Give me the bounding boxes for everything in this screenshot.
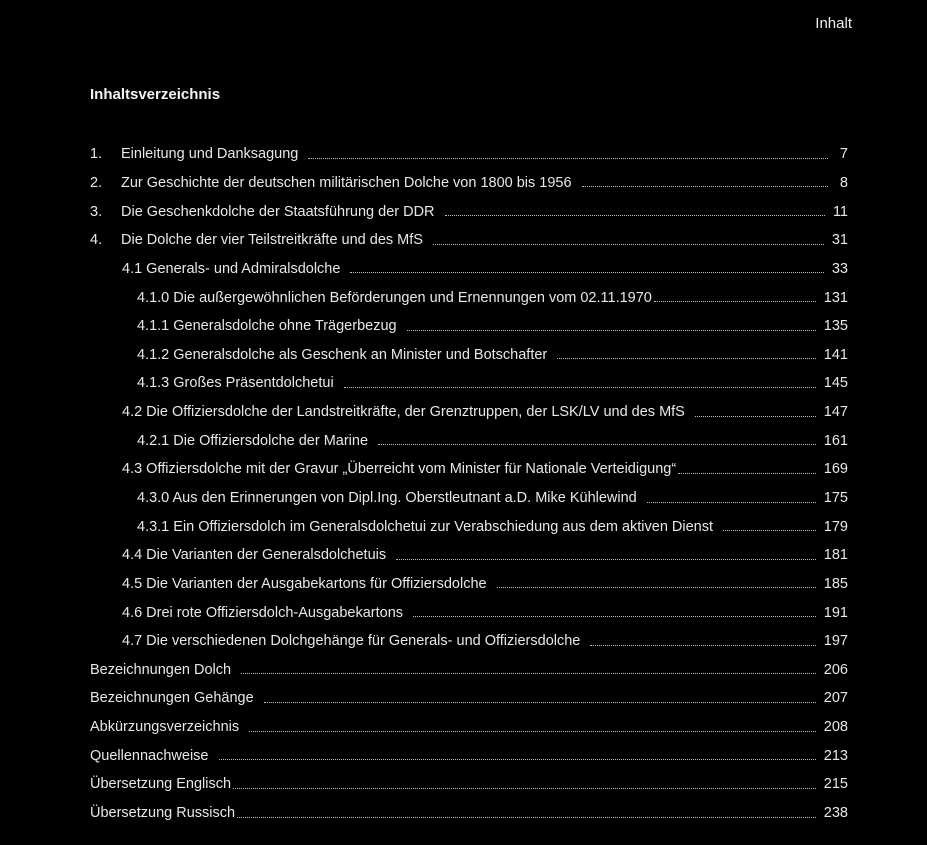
toc-entry[interactable] — [90, 283, 848, 312]
toc-entry[interactable] — [90, 713, 848, 742]
toc-entry-number: 1. — [90, 146, 103, 163]
dot-leader — [237, 817, 816, 818]
toc-entry[interactable] — [90, 398, 848, 427]
toc-entry[interactable] — [90, 140, 848, 169]
toc-entry[interactable] — [90, 169, 848, 198]
toc-entry-label: Quellennachweise — [90, 747, 209, 764]
dot-leader — [678, 473, 816, 474]
toc-entry-label: 4.6 Drei rote Offiziersdolch-Ausgabekartons — [122, 604, 404, 621]
toc-entry-label: 4.5 Die Varianten der Ausgabekartons für Offiziersdolche — [122, 575, 487, 592]
toc-entry-page: 8 — [839, 174, 848, 191]
dot-leader — [308, 158, 828, 159]
toc-entry[interactable] — [90, 684, 848, 713]
toc-entry-page: 147 — [823, 404, 848, 421]
toc-entry[interactable] — [90, 455, 848, 484]
toc-entry[interactable] — [90, 541, 848, 570]
dot-leader — [590, 645, 815, 646]
toc-entry-label: Zur Geschichte der deutschen militärischen Dolche von 1800 bis 1956 — [121, 174, 572, 191]
dot-leader — [445, 215, 825, 216]
dot-leader — [433, 244, 824, 245]
toc-entry-page: 208 — [823, 719, 848, 736]
toc-entry-label: 4.1 Generals- und Admiralsdolche — [122, 260, 341, 277]
dot-leader — [264, 702, 816, 703]
toc-entry[interactable] — [90, 426, 848, 455]
toc-entry[interactable] — [90, 197, 848, 226]
toc-entry-page: 185 — [823, 575, 848, 592]
toc-entry[interactable] — [90, 741, 848, 770]
dot-leader — [497, 587, 816, 588]
toc-entry-label: Die Dolche der vier Teilstreitkräfte und des MfS — [121, 232, 423, 249]
toc-entry[interactable] — [90, 312, 848, 341]
toc-entry-number: 2. — [90, 174, 103, 191]
toc-entry[interactable] — [90, 598, 848, 627]
toc-entry-page: 175 — [823, 490, 848, 506]
toc-entry-page: 33 — [831, 260, 848, 277]
toc-entry-page: 213 — [823, 747, 848, 764]
toc-entry-page: 145 — [823, 375, 848, 392]
toc-entry-label: 4.7 Die verschiedenen Dolchgehänge für Generals- und Offiziersdolche — [122, 633, 581, 650]
toc-entry[interactable] — [90, 484, 848, 513]
toc-entry-page: 215 — [823, 776, 848, 793]
toc-entry[interactable] — [90, 799, 848, 828]
toc-entry[interactable] — [90, 656, 848, 685]
toc-title: Inhaltsverzeichnis — [90, 86, 221, 103]
dot-leader — [723, 530, 816, 531]
toc-entry-page: 161 — [823, 432, 848, 449]
dot-leader — [647, 502, 816, 503]
dot-leader — [407, 330, 816, 331]
toc-entry-page: 238 — [823, 805, 848, 822]
toc-entry-number: 3. — [90, 203, 103, 220]
toc-entry-label: 4.1.0 Die außergewöhnlichen Beförderungen und Ernennungen vom 02.11.1970 — [137, 289, 652, 306]
toc-entry-label: Die Geschenkdolche der Staatsführung der DDR — [121, 203, 435, 220]
toc-entry-label: 4.1.2 Generalsdolche als Geschenk an Minister und Botschafter — [137, 346, 548, 363]
dot-leader — [241, 673, 816, 674]
dot-leader — [654, 301, 816, 302]
toc-entry[interactable] — [90, 570, 848, 599]
dot-leader — [344, 387, 816, 388]
toc-entry-label: Übersetzung Englisch — [90, 776, 232, 793]
toc-entry-page: 11 — [832, 203, 848, 220]
toc-entry[interactable] — [90, 226, 848, 255]
table-of-contents — [90, 140, 848, 827]
toc-entry-page: 197 — [823, 633, 848, 650]
toc-entry-page: 135 — [823, 318, 848, 335]
dot-leader — [695, 416, 816, 417]
toc-entry-page: 169 — [823, 461, 848, 478]
toc-entry-label: 4.3.1 Ein Offiziersdolch im Generalsdolchetui zur Verabschiedung aus dem aktiven Dienst — [137, 518, 714, 535]
dot-leader — [557, 358, 816, 359]
toc-entry-page: 141 — [823, 346, 848, 363]
toc-entry-page: 181 — [823, 547, 848, 564]
dot-leader — [413, 616, 816, 617]
dot-leader — [219, 759, 816, 760]
toc-entry-page: 179 — [823, 518, 848, 535]
toc-entry[interactable] — [90, 340, 848, 369]
toc-entry[interactable] — [90, 369, 848, 398]
toc-entry-label: 4.2 Die Offiziersdolche der Landstreitkräfte, der Grenztruppen, der LSK/LV und des MfS — [122, 404, 685, 421]
toc-entry-page: 191 — [823, 604, 848, 621]
toc-entry[interactable] — [90, 770, 848, 799]
dot-leader — [233, 788, 816, 789]
toc-entry-page: 131 — [823, 289, 848, 306]
toc-entry-label: Einleitung und Danksagung — [121, 146, 299, 163]
dot-leader — [378, 444, 816, 445]
toc-entry-page: 206 — [823, 661, 848, 678]
toc-entry-label: 4.3 Offiziersdolche mit der Gravur „Überreicht vom Minister für Nationale Verteidigung“ — [122, 461, 677, 478]
running-head: Inhalt — [815, 15, 852, 32]
toc-entry-label: 4.1.1 Generalsdolche ohne Trägerbezug — [137, 318, 397, 335]
dot-leader — [582, 186, 828, 187]
toc-entry-number: 4. — [90, 232, 103, 249]
toc-entry-label: 4.3.0 Aus den Erinnerungen von Dipl.Ing. Oberstleutnant a.D. Mike Kühlewind — [137, 490, 637, 506]
dot-leader — [396, 559, 816, 560]
toc-entry-page: 7 — [839, 146, 848, 163]
toc-entry-page: 207 — [823, 690, 848, 707]
toc-entry-label: Abkürzungsverzeichnis — [90, 719, 240, 736]
toc-entry-label: Bezeichnungen Dolch — [90, 661, 232, 678]
toc-entry-label: 4.4 Die Varianten der Generalsdolchetuis — [122, 547, 387, 564]
toc-entry-label: Übersetzung Russisch — [90, 805, 236, 822]
toc-entry-label: Bezeichnungen Gehänge — [90, 690, 254, 707]
toc-entry[interactable] — [90, 627, 848, 656]
dot-leader — [249, 731, 816, 732]
toc-entry-page: 31 — [831, 232, 848, 249]
toc-entry-label: 4.2.1 Die Offiziersdolche der Marine — [137, 432, 369, 449]
dot-leader — [350, 272, 823, 273]
toc-entry[interactable] — [90, 512, 848, 541]
toc-entry-label: 4.1.3 Großes Präsentdolchetui — [137, 375, 334, 392]
toc-entry[interactable] — [90, 255, 848, 284]
